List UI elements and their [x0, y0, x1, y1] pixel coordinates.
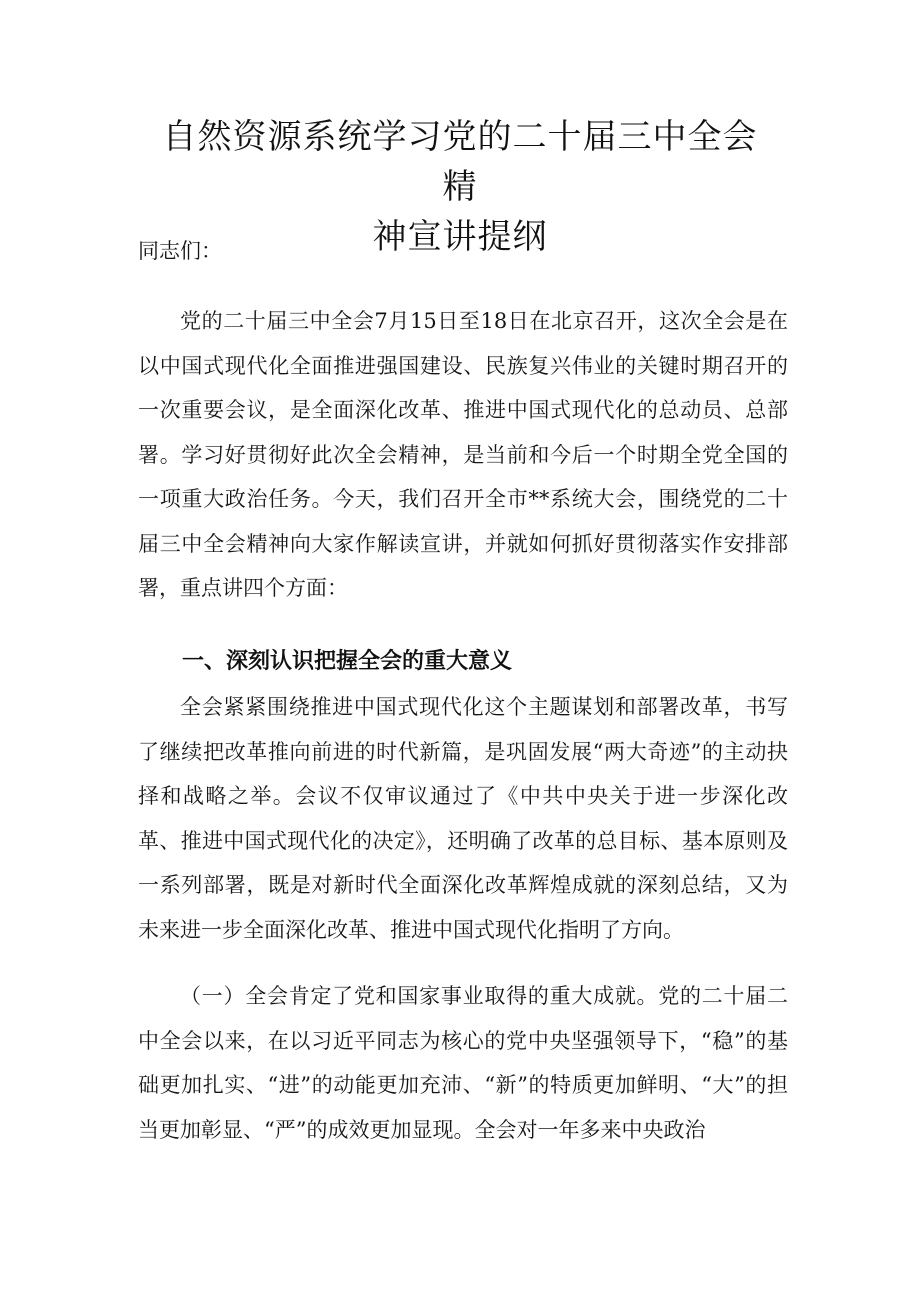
subsection-1-lead: （一）全会肯定了党和国家事业取得的重大成就。 — [180, 984, 659, 1008]
section-heading-1: 一、深刻认识把握全会的重大意义 — [182, 649, 513, 674]
subsection-1-body: 党的二十届二中全会以来，在以习近平同志为核心的党中央坚强领导下，“稳”的基础更加扎实、“进”的动能更加充沛、“新”的特质更加鲜明、“大”的担当更加彰显、“严”的成效更加显现。全会对一年多来中央政治 — [138, 984, 789, 1142]
section-1-paragraph: 全会紧紧围绕推进中国式现代化这个主题谋划和部署改革，书写了继续把改革推向前进的时代新篇，是巩固发展“两大奇迹”的主动抉择和战略之举。会议不仅审议通过了《中共中央关于进一步深化改革、推进中国式现代化的决定》，还明确了改革的总目标、基本原则及一系列部署，既是对新时代全面深化改革辉煌成就的深刻总结，又为未来进一步全面深化改革、推进中国式现代化指明了方向。 — [138, 695, 788, 942]
subsection-1-paragraph — [138, 974, 788, 1152]
intro-paragraph: 党的二十届三中全会7月15日至18日在北京召开，这次全会是在以中国式现代化全面推进强国建设、民族复兴伟业的关键时期召开的一次重要会议，是全面深化改革、推进中国式现代化的总动员、总部署。学习好贯彻好此次全会精神，是当前和今后一个时期全党全国的一项重大政治任务。今天，我们召开全市**系统大会，围绕党的二十届三中全会精神向大家作解读宣讲，并就如何抓好贯彻落实作安排部署，重点讲四个方面： — [138, 309, 788, 600]
salutation: 同志们： — [138, 239, 222, 263]
document-title-line-1: 自然资源系统学习党的二十届三中全会精 — [162, 117, 758, 207]
document-title-line-2: 神宣讲提纲 — [372, 217, 548, 257]
